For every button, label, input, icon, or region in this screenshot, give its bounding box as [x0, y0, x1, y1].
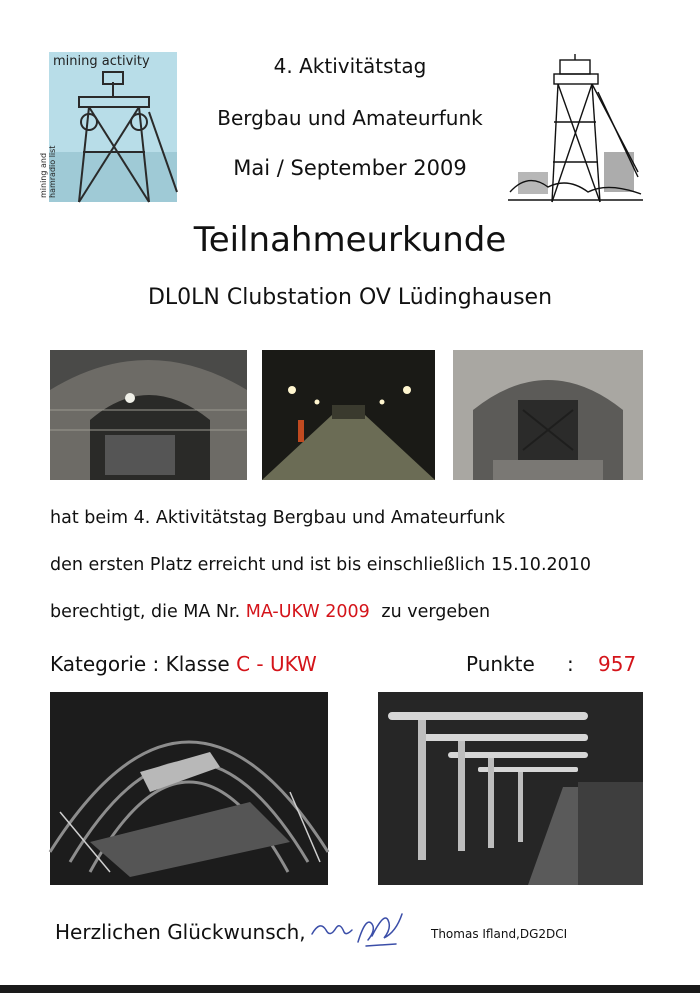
- logo-subtitle-line2: hamradio list: [48, 145, 57, 198]
- category-value: C - UKW: [236, 652, 317, 676]
- points-separator: :: [567, 652, 574, 676]
- category-label: Kategorie : Klasse: [50, 652, 230, 676]
- points-value: 957: [598, 652, 637, 676]
- certificate-title: Teilnahmeurkunde: [193, 220, 507, 260]
- headframe-photo-icon: [49, 52, 177, 202]
- mining-activity-logo: [39, 52, 177, 202]
- ma-number: MA-UKW 2009: [245, 602, 370, 622]
- headframe-sketch-icon: [508, 52, 643, 207]
- mine-photo-2: [262, 350, 435, 480]
- logo-title: mining activity: [53, 54, 150, 69]
- header-line-2: Bergbau und Amateurfunk: [217, 106, 483, 130]
- congrats-text: Herzlichen Glückwunsch,: [55, 920, 306, 944]
- header-line-3: Mai / September 2009: [233, 156, 467, 180]
- points-label: Punkte: [466, 652, 535, 676]
- bottom-border: [0, 985, 700, 993]
- body-line-1: hat beim 4. Aktivitätstag Bergbau und Amateurfunk: [50, 508, 505, 528]
- body-line-3-prefix: berechtigt, die MA Nr.: [50, 602, 241, 622]
- body-line-3-suffix: zu vergeben: [381, 602, 491, 622]
- category-row: [50, 652, 317, 676]
- signer-name: Thomas Ifland,DG2DCI: [431, 927, 568, 941]
- recipient-name: DL0LN Clubstation OV Lüdinghausen: [147, 285, 553, 310]
- mine-photo-1: [50, 350, 247, 480]
- body-line-3: [50, 602, 490, 622]
- mine-photo-3: [453, 350, 643, 480]
- mine-photo-4: [50, 692, 328, 885]
- signature-icon: [306, 906, 416, 954]
- header-line-1: 4. Aktivitätstag: [273, 54, 427, 78]
- logo-subtitle-line1: mining and: [39, 152, 48, 198]
- headframe-sketch: [508, 52, 643, 207]
- body-line-2: den ersten Platz erreicht und ist bis einschließlich 15.10.2010: [50, 555, 592, 575]
- mine-photo-5: [378, 692, 643, 885]
